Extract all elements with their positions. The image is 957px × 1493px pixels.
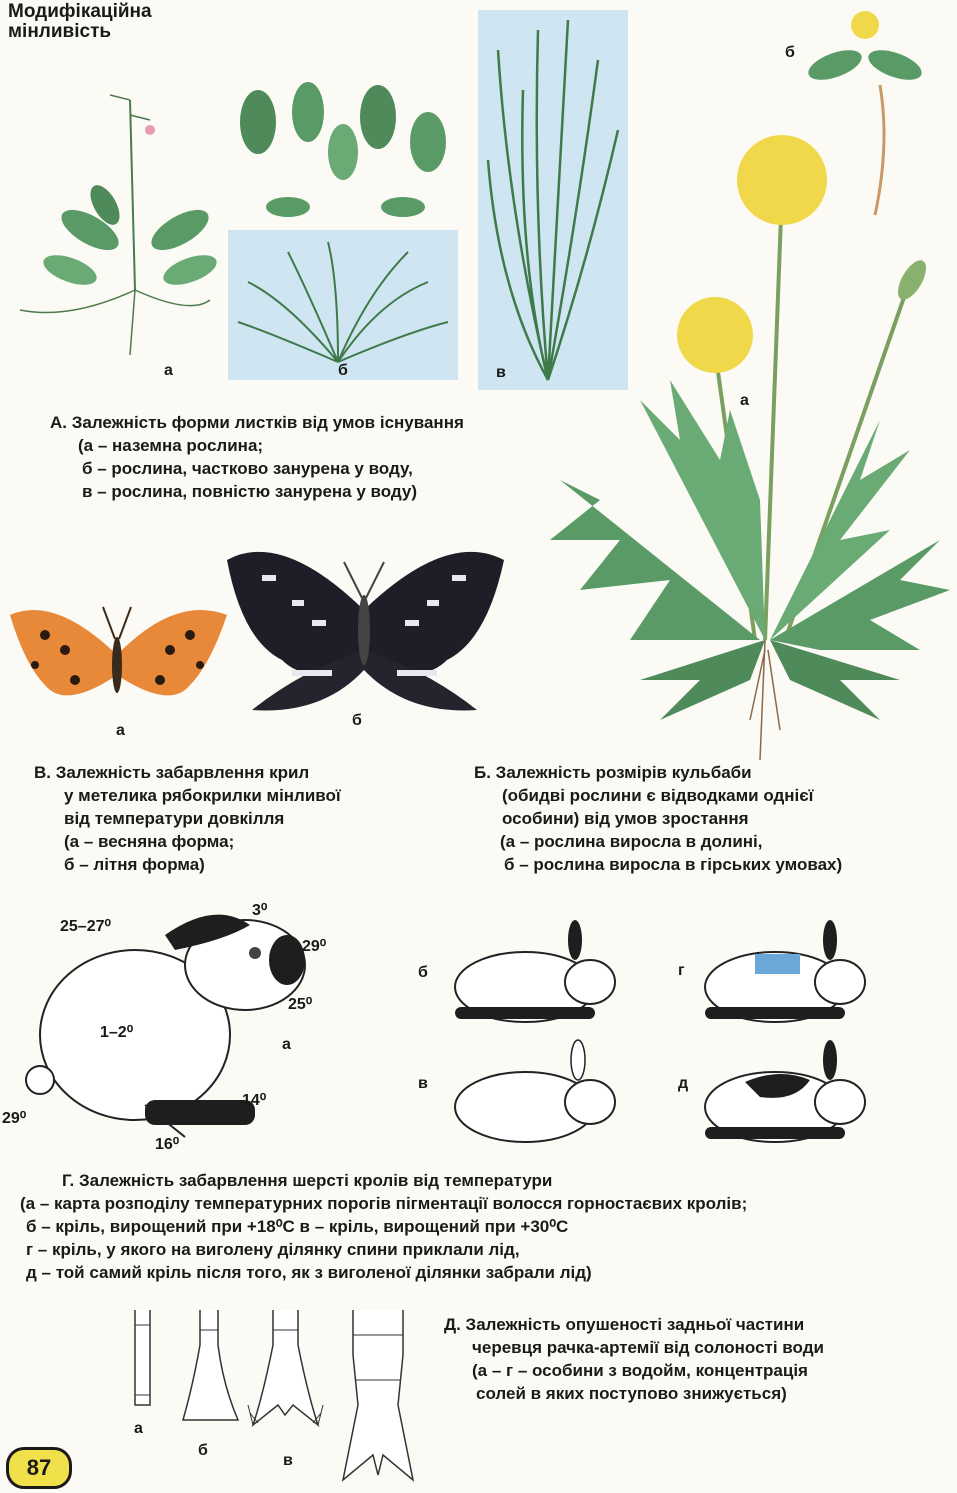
label-v-submerged: в <box>496 364 506 381</box>
label-b-summer: б <box>352 712 362 729</box>
plant-partially-submerged-illustration <box>228 82 458 382</box>
temp-ear: 25–27⁰ <box>60 918 111 935</box>
label-b-rabbit-18: б <box>418 964 428 981</box>
label-a-artemia: а <box>134 1420 143 1437</box>
rabbit-after-ice-illustration <box>700 1042 870 1142</box>
temp-nose: 29⁰ <box>302 938 327 955</box>
artemia-a-illustration <box>125 1305 160 1415</box>
label-a-valley: а <box>740 392 749 409</box>
label-g-rabbit-ice: г <box>678 962 685 979</box>
caption-section-d: Д. Залежність опушеності задньої частини черевця рачка-артемії від солоності води (а – г – особини з водойм, концентрація солей в яких поступово знижується) <box>444 1315 824 1403</box>
label-b-partial: б <box>338 362 348 379</box>
caption-section-a: А. Залежність форми листків від умов існування (а – наземна рослина; б – рослина, частково занурена у воду, в – рослина, повністю занурена у воду) <box>50 413 464 501</box>
artemia-g-illustration <box>338 1305 418 1485</box>
rabbit-ice-illustration <box>700 922 870 1022</box>
artemia-b-illustration <box>178 1305 243 1430</box>
label-v-rabbit-30: в <box>418 1075 428 1092</box>
plant-terrestrial-illustration <box>10 80 220 370</box>
label-b-mountain: б <box>785 44 795 61</box>
label-v-artemia: в <box>283 1452 293 1469</box>
rabbit-30c-illustration <box>450 1042 620 1142</box>
temp-hind: 16⁰ <box>155 1136 180 1153</box>
caption-section-g: Г. Залежність забарвлення шерсті кролів від температури (а – карта розподілу температурних порогів пігментації волосся горностаєвих кролів; б – кріль, вирощений при +18⁰С в – кріль, вирощений при +30⁰С г – кріль, у якого на виголену ділянку спини приклали лід, д – той самий кріль після того, як з виголеної ділянки забрали лід) <box>20 1171 748 1282</box>
temp-eye: 3⁰ <box>252 902 268 919</box>
temp-tail: 29⁰ <box>2 1110 27 1127</box>
dandelion-valley-illustration <box>520 120 955 760</box>
temp-body: 1–2⁰ <box>100 1024 134 1041</box>
rabbit-18c-illustration <box>450 922 620 1022</box>
butterfly-spring-illustration <box>5 595 230 725</box>
rabbit-temperature-map-illustration <box>25 905 325 1155</box>
label-a-rabbit-map: а <box>282 1036 291 1053</box>
label-a-spring: а <box>116 722 125 739</box>
label-d-rabbit-after: д <box>678 1075 689 1092</box>
caption-section-v: В. Залежність забарвлення крил у метелика рябокрилки мінливої від температури довкілля (а – весняна форма; б – літня форма) <box>34 763 341 874</box>
caption-section-b: Б. Залежність розмірів кульбаби (обидві рослини є відводками однієї особини) від умов зростання (а – рослина виросла в долині, б – рослина виросла в гірських умовах) <box>474 763 843 874</box>
artemia-v-illustration <box>248 1305 323 1430</box>
page-number-badge: 87 <box>6 1447 72 1489</box>
label-a-terrestrial: а <box>164 362 173 379</box>
temp-chin: 25⁰ <box>288 996 313 1013</box>
label-b-artemia: б <box>198 1442 208 1459</box>
butterfly-summer-illustration <box>222 540 507 720</box>
page-title: Модифікаційна мінливість <box>8 1 152 42</box>
temp-foot: 14⁰ <box>242 1092 267 1109</box>
